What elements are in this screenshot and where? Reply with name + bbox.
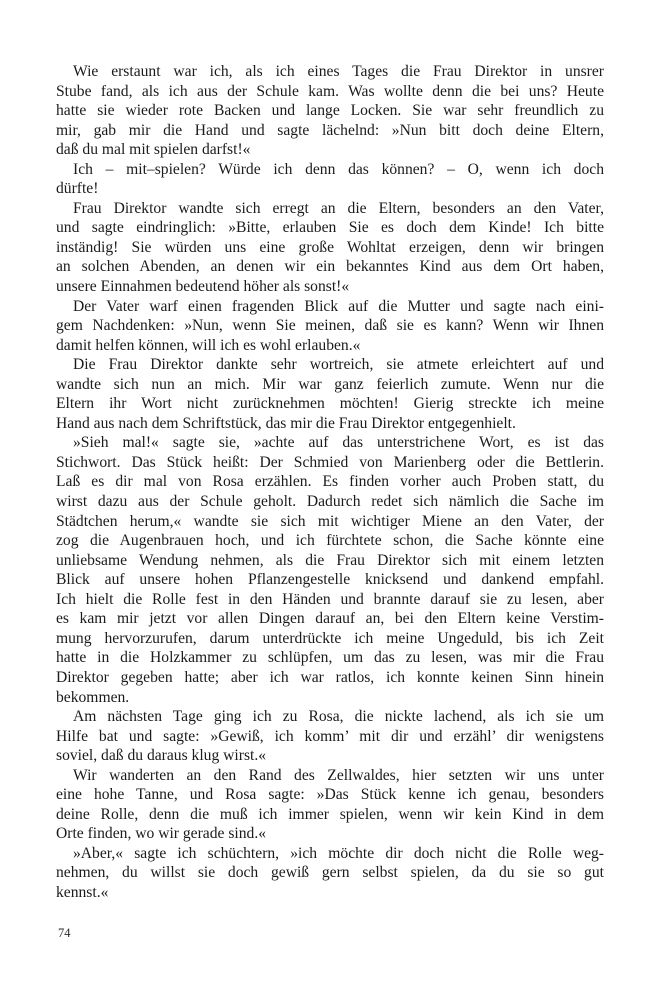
text-line: bekommen. [56,688,130,706]
text-block [56,62,604,903]
text-line: hatte sie wieder rote Backen und lange Locken. Sie war sehr freundlich zu [56,102,604,120]
text-line: soviel, daß du daraus klug wirst.« [56,747,267,765]
text-line: Orte finden, wo wir gerade sind.« [56,825,267,843]
text-line: kennst.« [56,883,109,901]
text-line: dürfte! [56,180,99,198]
text-line: mung hervorzurufen, darum unterdrückte ich meine Ungeduld, bis ich Zeit [56,629,604,647]
text-line: Städtchen herum,« wandte sie sich mit wichtiger Miene an den Vater, der [56,512,604,530]
text-line: hatte in die Holzkammer zu schlüpfen, um das zu lesen, was mir die Frau [56,649,604,667]
text-line: deine Rolle, denn die muß ich immer spielen, wenn wir kein Kind in dem [56,805,604,823]
text-line: Direktor gegeben hatte; aber ich war ratlos, ich konnte keinen Sinn hinein [56,668,604,686]
text-line: Ich hielt die Rolle fest in den Händen und brannte darauf sie zu lesen, aber [56,590,604,608]
text-line: Hilfe bat und sagte: »Gewiß, ich komm’ mit dir und erzähl’ dir wenigstens [56,727,604,745]
text-line: Am nächsten Tage ging ich zu Rosa, die nickte lachend, als ich sie um [73,708,604,726]
text-line: Wie erstaunt war ich, als ich eines Tages die Frau Direktor in unsrer [73,63,604,80]
text-line: daß du mal mit spielen darfst!« [56,141,251,159]
text-line: es kam mir jetzt vor allen Dingen darauf an, bei den Eltern keine Verstim- [56,610,604,628]
text-line: nehmen, du willst sie doch gewiß gern selbst spielen, da du sie so gut [56,864,604,882]
text-line: wirst dazu aus der Schule geholt. Dadurch redet sich nämlich die Sache im [56,493,604,511]
text-line: Die Frau Direktor dankte sehr wortreich, sie atmete erleichtert auf und [73,356,604,374]
text-line: gem Nachdenken: »Nun, wenn Sie meinen, daß sie es kann? Wenn wir Ihnen [56,317,604,335]
text-line: mir, gab mir die Hand und sagte lächelnd: »Nun bitt doch deine Eltern, [56,121,604,139]
text-line: Hand aus nach dem Schriftstück, das mir die Frau Direktor entgegenhielt. [56,414,516,432]
text-line: Laß es dir mal von Rosa erzählen. Es finden vorher auch Proben statt, du [56,473,604,491]
text-line: Eltern ihr Wort nicht zurücknehmen möchten! Gierig streckte ich meine [56,395,604,413]
text-line: unsere Einnahmen bedeutend höher als sonst!« [56,278,350,296]
text-line: und sagte eindringlich: »Bitte, erlauben Sie es doch dem Kinde! Ich bitte [56,219,604,237]
text-line: an solchen Abenden, an denen wir ein bekanntes Kind aus dem Ort haben, [56,258,604,276]
page-number: 74 [58,926,71,940]
text-line: unliebsame Wendung nehmen, als die Frau Direktor sich mit einem letzten [56,551,604,569]
text-line: zog die Augenbrauen hoch, und ich fürchtete schon, die Sache könnte eine [56,532,604,550]
text-line: Wir wanderten an den Rand des Zellwaldes, hier setzten wir uns unter [73,766,604,784]
text-line: inständig! Sie würden uns eine große Wohltat erzeigen, denn wir bringen [56,238,604,256]
text-line: Der Vater warf einen fragenden Blick auf die Mutter und sagte nach eini- [73,297,604,315]
text-line: Blick auf unsere hohen Pflanzengestelle knicksend und dankend empfahl. [56,571,604,589]
text-line: wandte sich nun an mich. Mir war ganz feierlich zumute. Wenn nur die [56,375,604,393]
text-line: Frau Direktor wandte sich erregt an die Eltern, besonders an den Vater, [73,199,604,217]
text-line: Ich – mit–spielen? Würde ich denn das können? – O, wenn ich doch [73,160,604,178]
text-line: Stichwort. Das Stück heißt: Der Schmied von Marienberg oder die Bettlerin. [56,453,604,471]
text-line: Stube fand, als ich aus der Schule kam. Was wollte denn die bei uns? Heute [56,82,604,100]
text-line: eine hohe Tanne, und Rosa sagte: »Das Stück kenne ich genau, besonders [56,786,604,804]
text-line: »Sieh mal!« sagte sie, »achte auf das unterstrichene Wort, es ist das [73,434,604,452]
text-line: »Aber,« sagte ich schüchtern, »ich möchte dir doch nicht die Rolle weg- [73,844,604,862]
text-line: damit helfen können, will ich es wohl erlauben.« [56,336,361,354]
